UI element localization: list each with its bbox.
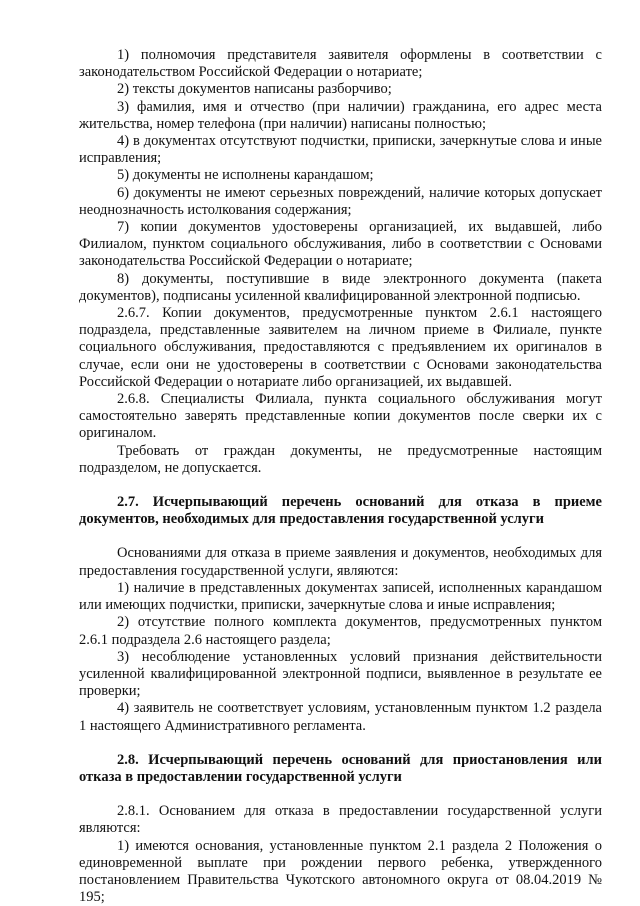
paragraph: 3) фамилия, имя и отчество (при наличии) гражданина, его адрес места жительства, номер телефона (при наличии) написаны полностью; [79,98,602,132]
paragraph: 2.6.7. Копии документов, предусмотренные пунктом 2.6.1 настоящего подраздела, представленные заявителем на личном приеме в Филиале, пункте социального обслуживания, предоставляются с предъявлением их оригиналов в случае, если они не удостоверены в соответствии с Основами законодательства Российской Федерации о нотариате либо организацией, их выдавшей. [79,305,602,390]
paragraph: 3) несоблюдение установленных условий признания действительности усиленной квалифицированной электронной подписи, выявленное в результате ее проверки; [79,648,602,700]
paragraph: 2.6.8. Специалисты Филиала, пункта социального обслуживания могут самостоятельно заверять представленные копии документов после сверки их с оригиналом. [79,391,602,442]
section-heading-2-8: 2.8. Исчерпывающий перечень оснований для приостановления или отказа в предоставлении государственной услуги [79,751,602,785]
paragraph: 5) документы не исполнены карандашом; [117,167,374,184]
paragraph: 2.8.1. Основанием для отказа в предоставлении государственной услуги являются: [79,803,602,837]
paragraph: Требовать от граждан документы, не предусмотренные настоящим подразделом, не допускается. [79,442,602,476]
paragraph: 4) заявитель не соответствует условиям, установленным пунктом 1.2 раздела 1 настоящего Административного регламента. [79,700,602,734]
requirements-list [79,47,602,477]
paragraph: 1) наличие в представленных документах записей, исполненных карандашом или имеющих подчистки, приписки, зачеркнутые слова и иные исправления; [79,579,602,614]
suspension-grounds-list [79,803,602,906]
paragraph: 8) документы, поступившие в виде электронного документа (пакета документов), подписаны усиленной квалифицированной электронной подписью. [79,270,602,304]
refusal-grounds-list [79,545,602,734]
paragraph: 6) документы не имеют серьезных повреждений, наличие которых допускает неоднозначность истолкования содержания; [79,184,602,218]
paragraph: 4) в документах отсутствуют подчистки, приписки, зачеркнутые слова и иные исправления; [79,133,602,167]
paragraph: 1) имеются основания, установленные пунктом 2.1 раздела 2 Положения о единовременной выплате при рождении первого ребенка, утвержденного постановлением Правительства Чукотского автономного округа от 08.04.2019 № 195; [79,837,602,906]
paragraph: 1) полномочия представителя заявителя оформлены в соответствии с законодательством Российской Федерации о нотариате; [79,47,602,81]
paragraph: Основаниями для отказа в приеме заявления и документов, необходимых для предоставления государственной услуги, являются: [79,545,602,579]
paragraph: 2) тексты документов написаны разборчиво; [117,81,392,98]
paragraph: 2) отсутствие полного комплекта документов, предусмотренных пунктом 2.6.1 подраздела 2.6 настоящего раздела; [79,614,602,648]
paragraph: 7) копии документов удостоверены организацией, их выдавшей, либо Филиалом, пунктом социального обслуживания, либо в соответствии с Основами законодательства Российской Федерации о нотариате; [79,219,602,270]
section-heading-2-7: 2.7. Исчерпывающий перечень оснований для отказа в приеме документов, необходимых для предоставления государственной услуги [79,494,602,528]
